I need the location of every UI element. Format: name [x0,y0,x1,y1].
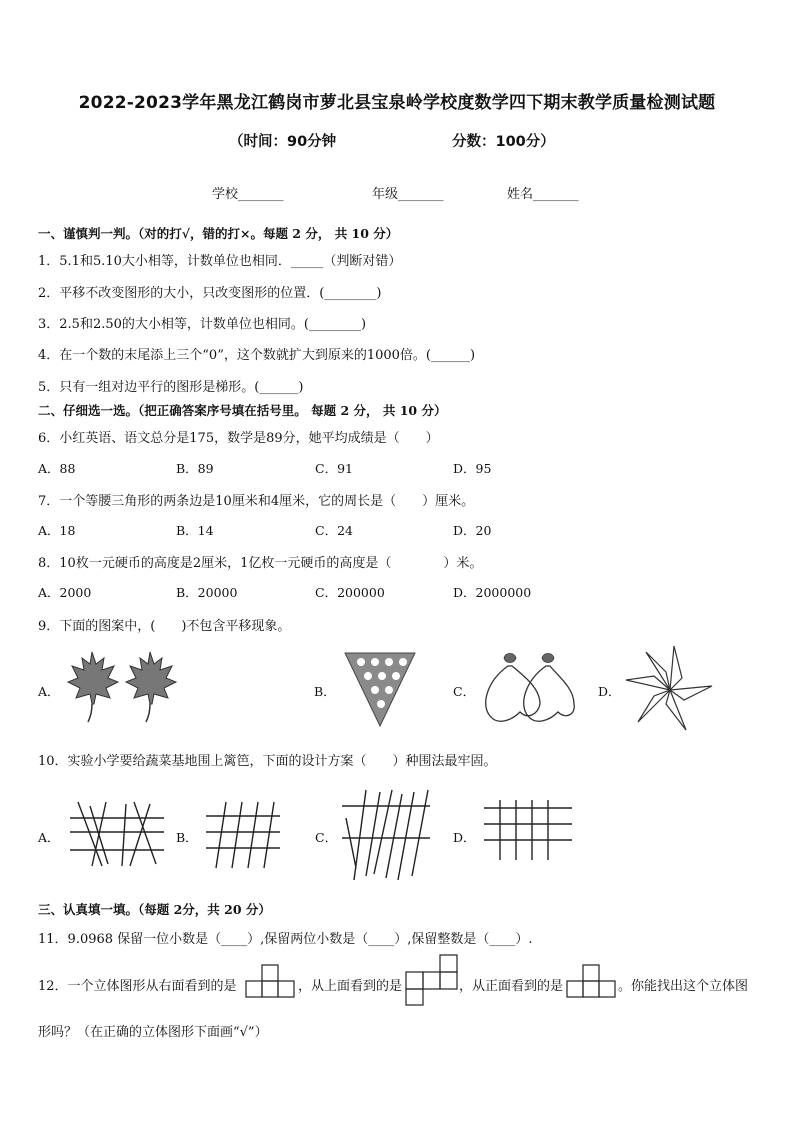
question-3: 3．2.5和2.50的大小相等，计数单位也相同。(________) [38,317,367,332]
section2-heading: 二、仔细选一选。（把正确答案序号填在括号里。 每题 2 分， 共 10 分） [38,403,447,418]
top-view-shape [406,954,458,1006]
q7-option-b[interactable]: B．14 [176,523,214,538]
q8-option-b[interactable]: B．20000 [176,585,238,600]
right-view-shape [246,964,296,998]
maple-leaves-figure [62,648,182,724]
exam-time: （时间：90分钟 [229,134,337,150]
q8-option-a[interactable]: A．2000 [38,585,92,600]
question-7: 7．一个等腰三角形的两条边是10厘米和4厘米，它的周长是（ ）厘米。 [38,494,475,509]
q9-option-b[interactable]: B． [314,684,336,699]
question-12-line2: 形吗？（在正确的立体图形下面画“√”） [38,1025,268,1040]
q10-option-c[interactable]: C． [315,830,338,845]
q7-option-d[interactable]: D．20 [453,523,492,538]
q10-option-a[interactable]: A． [38,830,60,845]
q8-option-d[interactable]: D．2000000 [453,585,532,600]
q6-option-d[interactable]: D．95 [453,461,492,476]
q9-option-c[interactable]: C． [453,684,476,699]
school-field[interactable]: 学校_______ [212,187,284,202]
question-2: 2．平移不改变图形的大小，只改变图形的位置．(________) [38,286,382,301]
fence-a-figure [68,800,168,870]
question-5: 5．只有一组对边平行的图形是梯形。(______) [38,380,304,395]
q9-option-a[interactable]: A． [38,684,60,699]
q8-option-c[interactable]: C．200000 [315,585,385,600]
question-1: 1．5.1和5.10大小相等，计数单位也相同．_____（判断对错） [38,254,402,269]
question-8: 8．10枚一元硬币的高度是2厘米，1亿枚一元硬币的高度是（ ）米。 [38,556,483,571]
question-11: 11．9.0968 保留一位小数是（____）,保留两位小数是（____）,保留整数是（____）. [38,932,533,947]
page-title: 2022-2023学年黑龙江鹤岗市萝北县宝泉岭学校度数学四下期末教学质量检测试题 [78,93,716,113]
q6-option-c[interactable]: C．91 [315,461,353,476]
q10-option-b[interactable]: B． [176,830,198,845]
question-4: 4．在一个数的末尾添上三个“0”，这个数就扩大到原来的1000倍。(______) [38,348,476,363]
question-6: 6．小红英语、语文总分是175，数学是89分，她平均成绩是（ ） [38,431,439,446]
grade-field[interactable]: 年级_______ [372,187,444,202]
question-12-part2: ，从上面看到的是 [298,979,403,994]
question-12-part3: ，从正面看到的是 [459,979,564,994]
section3-heading: 三、认真填一填。（每题 2分，共 20 分） [38,902,271,917]
q6-option-a[interactable]: A．88 [38,461,76,476]
fence-c-figure [340,788,434,882]
question-12-part1: 12．一个立体图形从右面看到的是 [38,979,237,994]
q7-option-c[interactable]: C．24 [315,523,353,538]
hearts-figure [482,650,574,726]
q7-option-a[interactable]: A．18 [38,523,76,538]
pinwheel-figure [624,644,716,736]
question-12-part4: 。你能找出这个立体图 [618,979,749,994]
fence-d-figure [482,798,574,864]
section1-heading: 一、谨慎判一判。（对的打√，错的打×。每题 2 分， 共 10 分） [38,226,399,241]
q10-option-d[interactable]: D． [453,830,476,845]
flower-triangle-figure [344,652,416,728]
fence-b-figure [204,800,282,870]
name-field[interactable]: 姓名_______ [507,187,579,202]
q9-option-d[interactable]: D． [598,684,621,699]
q6-option-b[interactable]: B．89 [176,461,214,476]
question-9: 9．下面的图案中，( )不包含平移现象。 [38,619,291,634]
front-view-shape [567,964,617,998]
exam-score: 分数：100分） [452,134,555,150]
question-10: 10．实验小学要给蔬菜基地围上篱笆，下面的设计方案（ ）种围法最牢固。 [38,754,497,769]
